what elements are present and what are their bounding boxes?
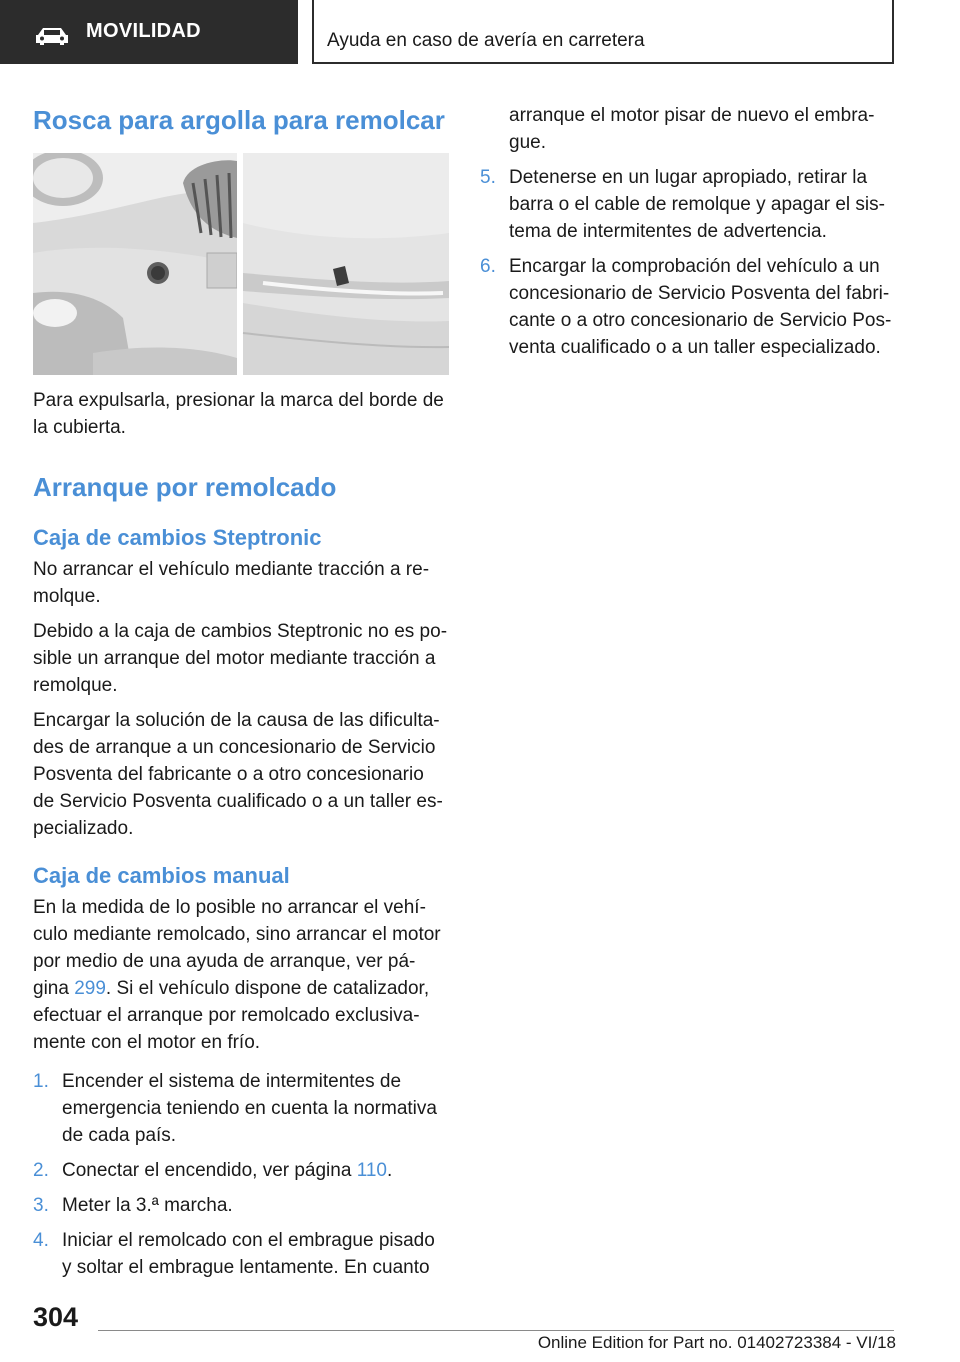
- edition-text: Online Edition for Part no. 01402723384 - VI/18: [537, 1333, 896, 1352]
- steptronic-paragraph-1: No arrancar el vehículo mediante tracción a re‐ molque.: [33, 559, 430, 607]
- step-text-before: Conectar el encendido, ver página: [62, 1160, 357, 1181]
- step-text-after: .: [387, 1160, 393, 1181]
- list-item-continued: [480, 102, 898, 156]
- list-item: [33, 1192, 449, 1219]
- tow-eye-cover-figure: [33, 153, 449, 375]
- step-text: Encender el sistema de intermitentes de emergencia teniendo en cuenta la normativa de cada país.: [62, 1071, 437, 1146]
- page-number: 304: [33, 1302, 79, 1332]
- left-column: [33, 96, 449, 1281]
- continued-text: arranque el motor pisar de nuevo el embra‐ gue.: [509, 105, 875, 153]
- manual-text-before: En la medida de lo posible no arrancar el vehí‐ culo mediante remolcado, sino arrancar el motor por medio de una ayuda de arranque, ver pá‐ gina: [33, 897, 441, 999]
- list-item: [480, 253, 898, 361]
- chapter-title: Ayuda en caso de avería en carretera: [327, 30, 645, 51]
- section-label: MOVILIDAD: [86, 20, 201, 42]
- steps-list-left: [33, 1068, 449, 1281]
- list-item: [480, 164, 898, 245]
- step-number: 5.: [480, 167, 496, 188]
- page-link-110[interactable]: 110: [356, 1160, 387, 1181]
- right-column: [480, 102, 898, 361]
- list-item: [33, 1157, 449, 1184]
- subheading-manual: Caja de cambios manual: [33, 863, 290, 888]
- manual-paragraph: [33, 894, 449, 1056]
- step-text: Meter la 3.ª marcha.: [62, 1195, 233, 1216]
- step-number: 3.: [33, 1195, 49, 1216]
- step-text: Detenerse en un lugar apropiado, retirar la barra o el cable de remolque y apagar el sis‐ tema de intermitentes de advertencia.: [509, 167, 885, 242]
- section-tab: [0, 0, 298, 64]
- manual-text-after: . Si el vehículo dispone de catalizador, efectuar el arranque por remolcado exclusiva‐ mente con el motor en frío.: [33, 978, 430, 1053]
- list-item: [33, 1227, 449, 1281]
- car-icon: [34, 26, 70, 46]
- list-item: [33, 1068, 449, 1149]
- figure-caption: Para expulsarla, presionar la marca del borde de la cubierta.: [33, 390, 444, 438]
- steptronic-paragraph-3: Encargar la solución de la causa de las dificulta‐ des de arranque a un concesionario de Servicio Posventa del fabricante o a otro concesionario de Servicio Posventa cualificado o a un taller es‐ pecializado.: [33, 710, 443, 839]
- step-text: [62, 1157, 449, 1184]
- step-number: 1.: [33, 1071, 49, 1092]
- step-number: 2.: [33, 1160, 49, 1181]
- footer-divider: [98, 1330, 894, 1331]
- chapter-header: [312, 0, 894, 64]
- step-text: Encargar la comprobación del vehículo a un concesionario de Servicio Posventa del fabri‐ cante o a otro concesionario de Servicio Pos‐ venta cualificado o a un taller especializado.: [509, 256, 892, 358]
- step-number: 6.: [480, 256, 496, 277]
- heading-rosca: Rosca para argolla para remolcar: [33, 105, 445, 135]
- steptronic-paragraph-2: Debido a la caja de cambios Steptronic no es po‐ sible un arranque del motor mediante tracción a remolque.: [33, 621, 448, 696]
- step-text: Iniciar el remolcado con el embrague pisado y soltar el embrague lentamente. En cuanto: [62, 1230, 435, 1278]
- subheading-steptronic: Caja de cambios Steptronic: [33, 525, 322, 550]
- bumper-illustration: [33, 153, 449, 375]
- heading-arranque: Arranque por remolcado: [33, 472, 337, 502]
- step-number: 4.: [33, 1230, 49, 1251]
- page-link-299[interactable]: 299: [74, 978, 106, 999]
